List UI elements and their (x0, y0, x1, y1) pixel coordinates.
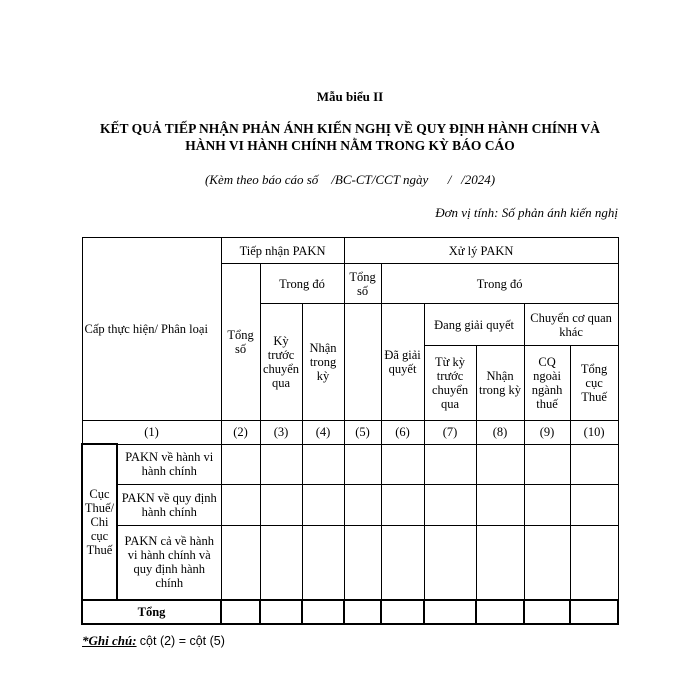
column-number: (3) (260, 421, 302, 445)
row-label: PAKN về quy định hành chính (117, 484, 221, 525)
table-cell[interactable] (344, 525, 381, 600)
header-carried-over: Kỳ trước chuyển qua (260, 304, 302, 421)
header-receive-of-which: Trong đó (260, 264, 344, 304)
header-receive-group: Tiếp nhận PAKN (221, 238, 344, 264)
column-number: (9) (524, 421, 570, 445)
title-line-2: HÀNH VI HÀNH CHÍNH NẰM TRONG KỲ BÁO CÁO (185, 138, 515, 153)
column-number: (5) (344, 421, 381, 445)
table-row (82, 444, 618, 484)
report-title (60, 120, 640, 154)
table-cell[interactable] (424, 600, 476, 624)
table-cell[interactable] (302, 484, 344, 525)
table-cell[interactable] (381, 444, 424, 484)
table-cell[interactable] (302, 600, 344, 624)
header-process-total: Tổng số (344, 264, 381, 304)
row-label: PAKN về hành vi hành chính (117, 444, 221, 484)
table-cell[interactable] (424, 525, 476, 600)
header-from-previous: Từ kỳ trước chuyển qua (424, 346, 476, 421)
table-cell[interactable] (302, 525, 344, 600)
table-cell[interactable] (570, 484, 618, 525)
footnote-label: *Ghi chú: (82, 633, 137, 648)
table-cell[interactable] (524, 525, 570, 600)
table-cell[interactable] (221, 444, 260, 484)
row-label: PAKN cả về hành vi hành chính và quy định hành chính (117, 525, 221, 600)
table-cell[interactable] (524, 484, 570, 525)
form-code: Mẫu biểu II (316, 89, 384, 104)
column-number-row (82, 421, 618, 445)
table-cell[interactable] (424, 484, 476, 525)
total-row-label: Tổng (82, 600, 221, 624)
table-row (82, 484, 618, 525)
header-row-1 (82, 238, 618, 264)
table-cell[interactable] (424, 444, 476, 484)
header-process-group: Xử lý PAKN (344, 238, 618, 264)
attachment-reference: (Kèm theo báo cáo số /BC-CT/CCT ngày / /2024) (204, 172, 496, 187)
unit-of-measure: Đơn vị tính: Số phản ánh kiến nghị (435, 205, 618, 220)
footnote-text: cột (2) = cột (5) (139, 634, 225, 648)
table-cell[interactable] (476, 484, 524, 525)
footnote (82, 633, 225, 649)
table-cell[interactable] (260, 444, 302, 484)
report-table (81, 237, 619, 625)
column-number: (10) (570, 421, 618, 445)
header-process-of-which: Trong đó (381, 264, 618, 304)
header-resolved: Đã giải quyết (381, 304, 424, 421)
table-cell[interactable] (221, 600, 260, 624)
table-cell[interactable] (260, 600, 302, 624)
header-category: Cấp thực hiện/ Phân loại (82, 238, 221, 421)
header-outside-tax: CQ ngoài ngành thuế (524, 346, 570, 421)
header-process-total-blank (344, 304, 381, 421)
header-receive-total: Tổng số (221, 264, 260, 421)
table-cell[interactable] (570, 525, 618, 600)
table-cell[interactable] (344, 600, 381, 624)
agency-label: Cục Thuế/ Chi cục Thuế (82, 444, 117, 600)
table-cell[interactable] (476, 525, 524, 600)
table-cell[interactable] (570, 600, 618, 624)
header-in-progress: Đang giải quyết (424, 304, 524, 346)
table-row (82, 525, 618, 600)
column-number: (1) (82, 421, 221, 445)
table-cell[interactable] (524, 444, 570, 484)
column-number: (4) (302, 421, 344, 445)
table-cell[interactable] (302, 444, 344, 484)
column-number: (6) (381, 421, 424, 445)
table-cell[interactable] (344, 484, 381, 525)
table-cell[interactable] (381, 484, 424, 525)
header-received-in-period: Nhận trong kỳ (302, 304, 344, 421)
table-cell[interactable] (381, 525, 424, 600)
column-number: (2) (221, 421, 260, 445)
table-cell[interactable] (476, 444, 524, 484)
table-cell[interactable] (260, 484, 302, 525)
total-row (82, 600, 618, 624)
table-cell[interactable] (221, 484, 260, 525)
table-cell[interactable] (344, 444, 381, 484)
table-cell[interactable] (260, 525, 302, 600)
header-gdt: Tổng cục Thuế (570, 346, 618, 421)
title-line-1: KẾT QUẢ TIẾP NHẬN PHẢN ÁNH KIẾN NGHỊ VỀ QUY ĐỊNH HÀNH CHÍNH VÀ (100, 121, 600, 136)
table-cell[interactable] (476, 600, 524, 624)
table-cell[interactable] (570, 444, 618, 484)
table-cell[interactable] (524, 600, 570, 624)
column-number: (7) (424, 421, 476, 445)
table-cell[interactable] (221, 525, 260, 600)
header-received: Nhận trong kỳ (476, 346, 524, 421)
header-transfer-other: Chuyển cơ quan khác (524, 304, 618, 346)
table-cell[interactable] (381, 600, 424, 624)
column-number: (8) (476, 421, 524, 445)
